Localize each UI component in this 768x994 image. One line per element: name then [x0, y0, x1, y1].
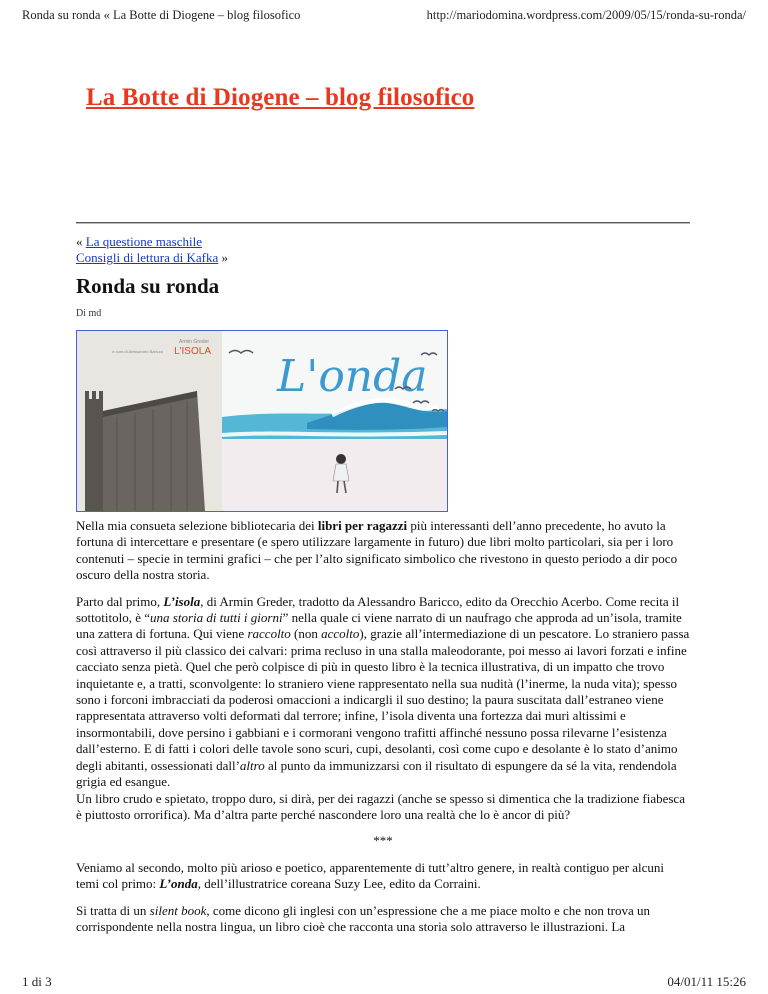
paragraph: Veniamo al secondo, molto più arioso e poetico, apparentemente di tutt’altro genere, in realtà contiguo per alcuni temi col primo: L’onda, dell’illustratrice coreana Suzy Lee, edito da Corraini.	[76, 859, 665, 892]
blog-title-link[interactable]: La Botte di Diogene – blog filosofico	[86, 84, 475, 111]
prev-arrow: «	[76, 234, 86, 249]
print-footer-date: 04/01/11 15:26	[667, 974, 746, 989]
isola-cover-translator: a cura di Alessandro Baricco	[112, 349, 163, 354]
print-footer-page: 1 di 3	[22, 974, 52, 989]
book-covers-illustration	[77, 331, 447, 511]
isola-cover-author: Armin Greder	[178, 339, 209, 345]
print-header-title: Ronda su ronda « La Botte di Diogene – blog filosofico	[22, 8, 301, 22]
paragraph: Si tratta di un silent book, come dicono gli inglesi con un’espressione che a me piace molto e che non trova un corrispondente nella nostra lingua, un libro cioè che racconta una storia solo attraverso le illustrazioni. La	[76, 902, 651, 934]
next-post-link[interactable]: Consigli di lettura di Kafka	[76, 250, 219, 265]
print-header-url: http://mariodomina.wordpress.com/2009/05/15/ronda-su-ronda/	[426, 8, 746, 22]
prev-post-link[interactable]: La questione maschile	[85, 234, 202, 249]
post-navigation	[76, 234, 228, 266]
paragraph: Parto dal primo, L’isola, di Armin Greder, tradotto da Alessandro Baricco, edito da Orecchio Acerbo. Come recita il sottotitolo, è “una storia di tutti i giorni” nella quale ci viene narrato di un naufrago che approda ad un’isola, tramite una zattera di fortuna. Qui viene raccolto (non accolto), grazie all’intermediazione di un pescatore. Lo straniero passa così attraverso il più classico dei calvari: prima recluso in una stalla maleodorante, poi messo ai lavori forzati e infine cacciato senza pietà. Quel che però colpisce di più in questo libro è la tecnica illustrativa, di un impatto che trovo inquietante e, a tratti, sconvolgente: lo straniero viene rappresentato nella sua nudità (l’inerme, la nuda vita); spesso sono i forconi imbracciati da poderosi omaccioni a indicargli il suo destino; la paura suscitata dall’estraneo viene rappresentata attraverso volti deformati dal terrore; infine, l’isola diventa una fortezza dai muri altissimi e insormontabili, dove persino i gabbiani e i cormorani vengono trafitti affinché nessuno possa rilevarne l’esistenza dall’esterno. E di fatti i colori delle tavole sono scuri, cupi, desolanti, così come cupo e desolante è lo stato d’animo degli abitanti, ossessionati dall’altro al punto da immunizzarsi con il risultato di espungere da sé la vita, rendendola grigia ed esangue. Un libro crudo e spietato, troppo duro, si dirà, per dei ragazzi (anche se spesso si dimentica che la tradizione fiabesca è piuttosto orrorifica). Ma d’altra parte perché nascondere loro una realtà che lo è ancor di più?	[76, 593, 690, 822]
book-covers-image[interactable]	[76, 330, 448, 512]
header-divider	[76, 222, 690, 224]
paragraph: Nella mia consueta selezione bibliotecaria dei libri per ragazzi più interessanti dell’anno precedente, ho avuto la fortuna di intercettare e presentare (e spero utilizzare largamente in futuro) due libri molto particolari, sia per i loro contenuti – specie in termini grafici – che per l’alto significato simbolico che rivestono in questo periodo a dir poco oscuro della nostra storia.	[76, 518, 678, 583]
isola-fortress-tower-left	[85, 399, 103, 511]
post-title: Ronda su ronda	[76, 274, 220, 298]
post-byline: Di md	[76, 308, 102, 319]
next-arrow: »	[218, 250, 229, 265]
isola-cover-title: L'ISOLA	[174, 346, 211, 357]
post-content	[76, 518, 690, 945]
onda-cover-title: L'onda	[277, 351, 428, 402]
section-separator: ***	[373, 833, 393, 849]
